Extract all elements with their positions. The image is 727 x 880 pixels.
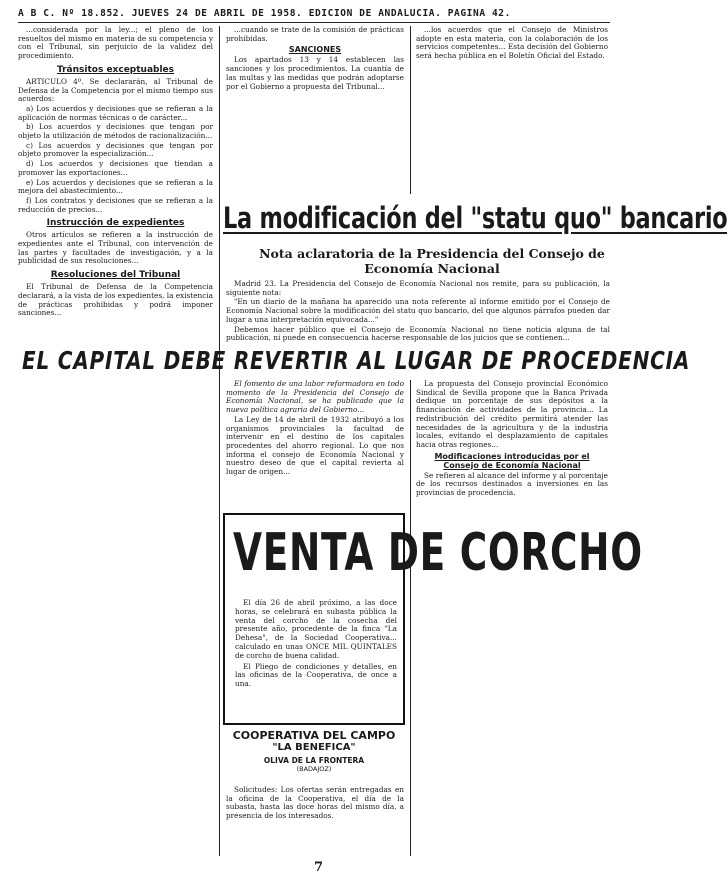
headline-subtitle: Nota aclaratoria de la Presidencia del Consejo de Economía Nacional — [259, 246, 605, 276]
sanciones-paragraph: Los apartados 13 y 14 establecen las sanciones y los procedimientos. La cuantía de las multas y las medidas que podrán adoptarse por el Gobierno a propuesta del Tribunal... — [226, 55, 404, 91]
section-title-modificaciones: Modificaciones introducidas por el Consejo de Economía Nacional — [434, 451, 590, 470]
banner2-left-paragraph: La Ley de 14 de abril de 1932 atribuyó a los organismos provinciales la facultad de intervenir en el destino de los capitales procedentes del ahorro regional. Lo que nos informa el consejo de Economía Nacional y nuestro deseo de que el capital revierta al lugar de origen... — [226, 414, 404, 477]
ad-org-line-2: "LA BENEFICA" — [272, 742, 356, 753]
article-4-paragraph: ARTICULO 4º. Se declararán, al Tribunal de Defensa de la Competencia por el mismo tiempo sus acuerdos: — [18, 76, 213, 104]
section-title-resoluciones: Resoluciones del Tribunal — [50, 270, 181, 281]
header-rule — [18, 22, 610, 23]
banner2-right-story — [416, 380, 608, 856]
ad-org-line-4: (BADAJOZ) — [296, 765, 332, 773]
modificaciones-paragraph: Se refieren al alcance del informe y al porcentaje de los recursos destinados a inversiones en las provincias de procedencia. — [416, 470, 608, 498]
headline-story — [226, 279, 610, 343]
resoluciones-paragraph: El Tribunal de Defensa de la Competencia declarará, a la vista de los expedientes, la existencia de prácticas prohibidas y podrá imponer sanciones... — [18, 282, 213, 318]
column-divider-top-right — [410, 26, 411, 194]
ad-paragraph-2: El Pliego de condiciones y detalles, en las oficinas de la Cooperativa, de once a una. — [235, 661, 397, 689]
banner2-right-paragraph: La propuesta del Consejo provincial Económico Sindical de Sevilla propone que la Banca Privada dedique un porcentaje de sus depósitos a la financiación de actividades de la provincia... La redistribución del crédito permitirá atender las necesidades de la agricultura y de la industria locales, evitando el desplazamiento de capitales hacia otras regiones... — [416, 379, 608, 449]
ad-org-line-3: OLIVA DE LA FRONTERA — [263, 756, 365, 765]
item-f: f) Los contratos y decisiones que se refieran a la reducción de precios... — [18, 195, 213, 214]
column-divider-left — [219, 26, 220, 856]
ad-organization — [228, 730, 400, 773]
left-column — [18, 26, 213, 856]
left-intro-paragraph: ...considerada por la ley...; el pleno de los resueltos del mismo en materia de su competencia y con el Tribunal, sin perjuicio de la validez del procedimiento. — [18, 25, 213, 61]
section-title-sanciones: SANCIONES — [288, 45, 342, 55]
right-top-paragraph: ...los acuerdos que el Consejo de Ministros adopte en esta materia, con la colaboración de los servicios competentes... Esta decisión del Gobierno será hecha pública en el Boletín Oficial del Estado. — [416, 25, 608, 61]
page-number: 7 — [314, 860, 324, 875]
banner-capital-revertir: EL CAPITAL DEBE REVERTIR AL LUGAR DE PROCEDENCIA — [22, 346, 691, 375]
item-b: b) Los acuerdos y decisiones que tengan por objeto la utilización de métodos de racionalización... — [18, 122, 213, 141]
middle-column — [226, 26, 404, 194]
item-a: a) Los acuerdos y decisiones que se refieran a la aplicación de normas técnicas o de carácter... — [18, 103, 213, 122]
section-title-transitos: Tránsitos exceptuables — [56, 64, 175, 75]
item-e: e) Los acuerdos y decisiones que se refieran a la mejora del abastecimiento... — [18, 177, 213, 196]
ad-below-text — [226, 786, 404, 848]
banner2-italic-intro: El fomento de una labor reformadora en todo momento de la Presidencia del Consejo de Economía Nacional, se ha publicado que la nueva política agraria del Gobierno... — [226, 379, 404, 415]
story-paragraph-3: Debemos hacer público que el Consejo de Economía Nacional no tiene noticia alguna de tal publicación, ni puede en consecuencia hacerse responsable de los juicios que se contienen... — [226, 324, 610, 343]
banner2-left-story — [226, 380, 404, 508]
ad-venta-corcho — [223, 513, 643, 725]
newspaper-page — [18, 8, 727, 876]
headline-statu-quo: La modificación del "statu quo" bancario — [223, 201, 727, 235]
instruccion-paragraph: Otros artículos se refieren a la instrucción de expedientes ante el Tribunal, con intervención de las partes y facultades de investigación, y a la publicidad de sus resoluciones... — [18, 230, 213, 266]
ad-paragraph-1: El día 26 de abril próximo, a las doce horas, se celebrará en subasta pública la venta del corcho de la cosecha del presente año, procedente de la finca "La Dehesa", de la Sociedad Cooperativa... calculado en unas ONCE MIL QUINTALES de corcho de buena calidad. — [235, 598, 397, 660]
section-title-instruccion: Instrucción de expedientes — [46, 218, 185, 229]
item-c: c) Los acuerdos y decisiones que tengan por objeto promover la especialización... — [18, 140, 213, 159]
running-head: A B C. Nº 18.852. JUEVES 24 DE ABRIL DE 1958. EDICION DE ANDALUCIA. PAGINA 42. — [18, 8, 511, 19]
ad-title: VENTA DE CORCHO — [233, 523, 643, 583]
story-paragraph-2: "En un diario de la mañana ha aparecido una nota referente al informe emitido por el Consejo de Economía Nacional sobre la modificación del statu quo bancario, del que algunos párrafos pueden dar lugar a una interpretación equivocada..." — [226, 297, 610, 324]
ad-body — [235, 599, 397, 691]
story-paragraph-1: Madrid 23. La Presidencia del Consejo de Economía Nacional nos remite, para su publicación, la siguiente nota: — [226, 279, 610, 297]
ad-org-line-1: COOPERATIVA DEL CAMPO — [232, 729, 396, 742]
middle-top-paragraph: ...cuando se trate de la comisión de prácticas prohibidas. — [226, 25, 404, 43]
ad-below-paragraph: Solicitudes: Los ofertas serán entregadas en la oficina de la Cooperativa, el día de la subasta, hasta las doce horas del mismo día, a presencia de los interesados. — [226, 785, 404, 821]
item-d: d) Los acuerdos y decisiones que tiendan a promover las exportaciones... — [18, 159, 213, 177]
right-top-column — [416, 26, 608, 194]
column-divider-bottom-right — [410, 380, 411, 856]
